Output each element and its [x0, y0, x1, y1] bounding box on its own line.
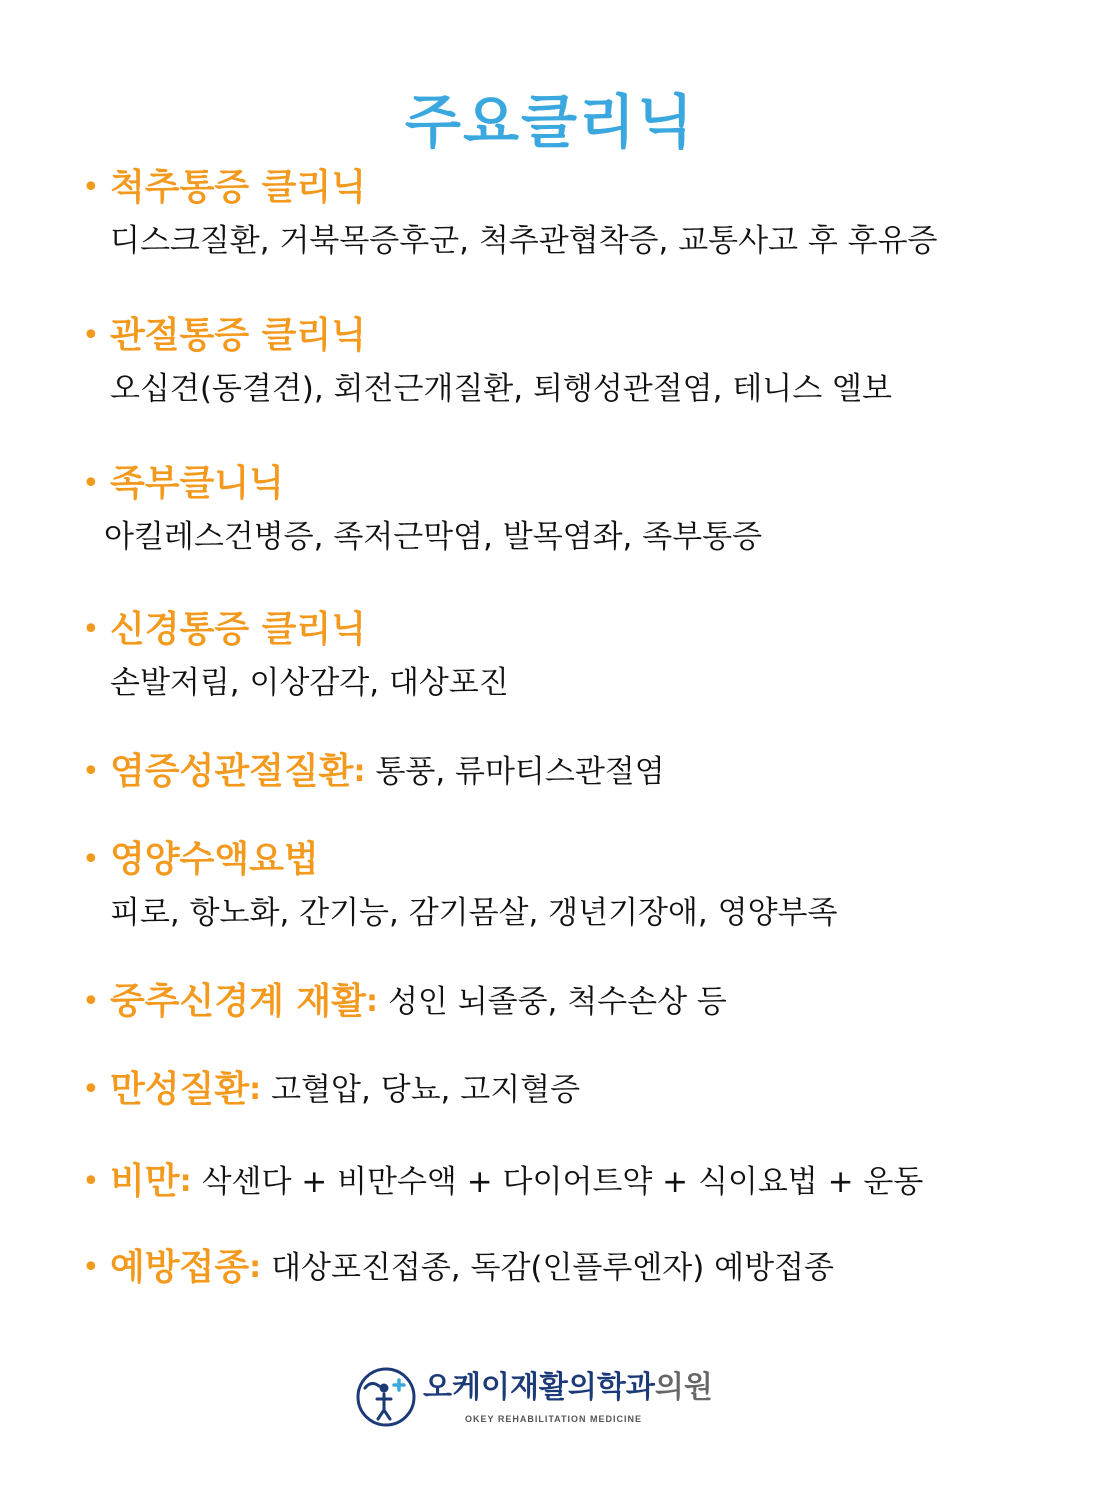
- clinic-item-cns: [82, 976, 1072, 1028]
- logo-name-main: 오케이재활의학과: [423, 1370, 655, 1405]
- bullet-icon: •: [82, 170, 100, 205]
- clinic-separator: :: [249, 1250, 262, 1285]
- page-title: 주요클리닉: [404, 87, 696, 156]
- clinic-title: 척추통증 클리닉: [110, 167, 366, 208]
- clinic-item-vaccination: [82, 1242, 1072, 1294]
- logo-name: [423, 1368, 713, 1408]
- clinic-item-chronic: [82, 1064, 1072, 1116]
- clinic-separator: :: [249, 1072, 262, 1107]
- clinic-inline-description: 고혈압, 당뇨, 고지혈증: [271, 1072, 581, 1108]
- clinic-separator: :: [365, 984, 378, 1019]
- bullet-icon: •: [82, 984, 100, 1019]
- bullet-icon: •: [82, 842, 100, 877]
- clinic-title: 염증성관절질환: [110, 751, 354, 792]
- clinic-description: 피로, 항노화, 간기능, 감기몸살, 갱년기장애, 영양부족: [110, 895, 838, 931]
- clinic-inline-description: 성인 뇌졸중, 척수손상 등: [387, 984, 727, 1020]
- bullet-icon: •: [82, 612, 100, 647]
- bullet-icon: •: [82, 466, 100, 501]
- clinic-item-foot: [82, 458, 1072, 560]
- clinic-inline-description: 통풍, 류마티스관절염: [375, 754, 665, 790]
- clinic-item-inflammatory: [82, 746, 1072, 798]
- okey-person-icon: [355, 1366, 417, 1428]
- bullet-icon: •: [82, 754, 100, 789]
- clinic-title: 예방접종: [110, 1247, 250, 1288]
- clinic-title: 비만: [110, 1161, 180, 1202]
- clinic-description: 디스크질환, 거북목증후군, 척추관협착증, 교통사고 후 후유증: [110, 223, 938, 259]
- clinic-item-joint: [82, 310, 1072, 412]
- clinic-logo: [355, 1366, 715, 1436]
- clinic-title: 중추신경계 재활: [110, 981, 366, 1022]
- clinic-description: 오십견(동결견), 회전근개질환, 퇴행성관절염, 테니스 엘보: [110, 371, 892, 407]
- clinic-separator: :: [179, 1164, 192, 1199]
- clinic-item-obesity: [82, 1156, 1072, 1208]
- bullet-icon: •: [82, 1164, 100, 1199]
- clinic-item-spine: [82, 162, 1072, 264]
- clinic-title: 만성질환: [110, 1069, 250, 1110]
- clinic-inline-description: 대상포진접종, 독감(인플루엔자) 예방접종: [271, 1250, 834, 1286]
- clinic-title: 관절통증 클리닉: [110, 315, 366, 356]
- logo-name-suffix: 의원: [654, 1370, 713, 1405]
- clinic-title: 신경통증 클리닉: [110, 609, 366, 650]
- clinic-title: 족부클니닉: [110, 463, 284, 504]
- clinic-description: 아킬레스건병증, 족저근막염, 발목염좌, 족부통증: [104, 519, 763, 555]
- bullet-icon: •: [82, 1072, 100, 1107]
- bullet-icon: •: [82, 1250, 100, 1285]
- logo-name-english: OKEY REHABILITATION MEDICINE: [465, 1414, 643, 1424]
- clinic-inline-description: 삭센다 + 비만수액 + 다이어트약 + 식이요법 + 운동: [201, 1164, 924, 1200]
- clinic-item-nerve: [82, 604, 1072, 706]
- clinic-title: 영양수액요법: [110, 839, 319, 880]
- clinic-item-nutrition: [82, 834, 1072, 936]
- clinic-description: 손발저림, 이상감각, 대상포진: [110, 665, 509, 701]
- clinic-separator: :: [353, 754, 366, 789]
- bullet-icon: •: [82, 318, 100, 353]
